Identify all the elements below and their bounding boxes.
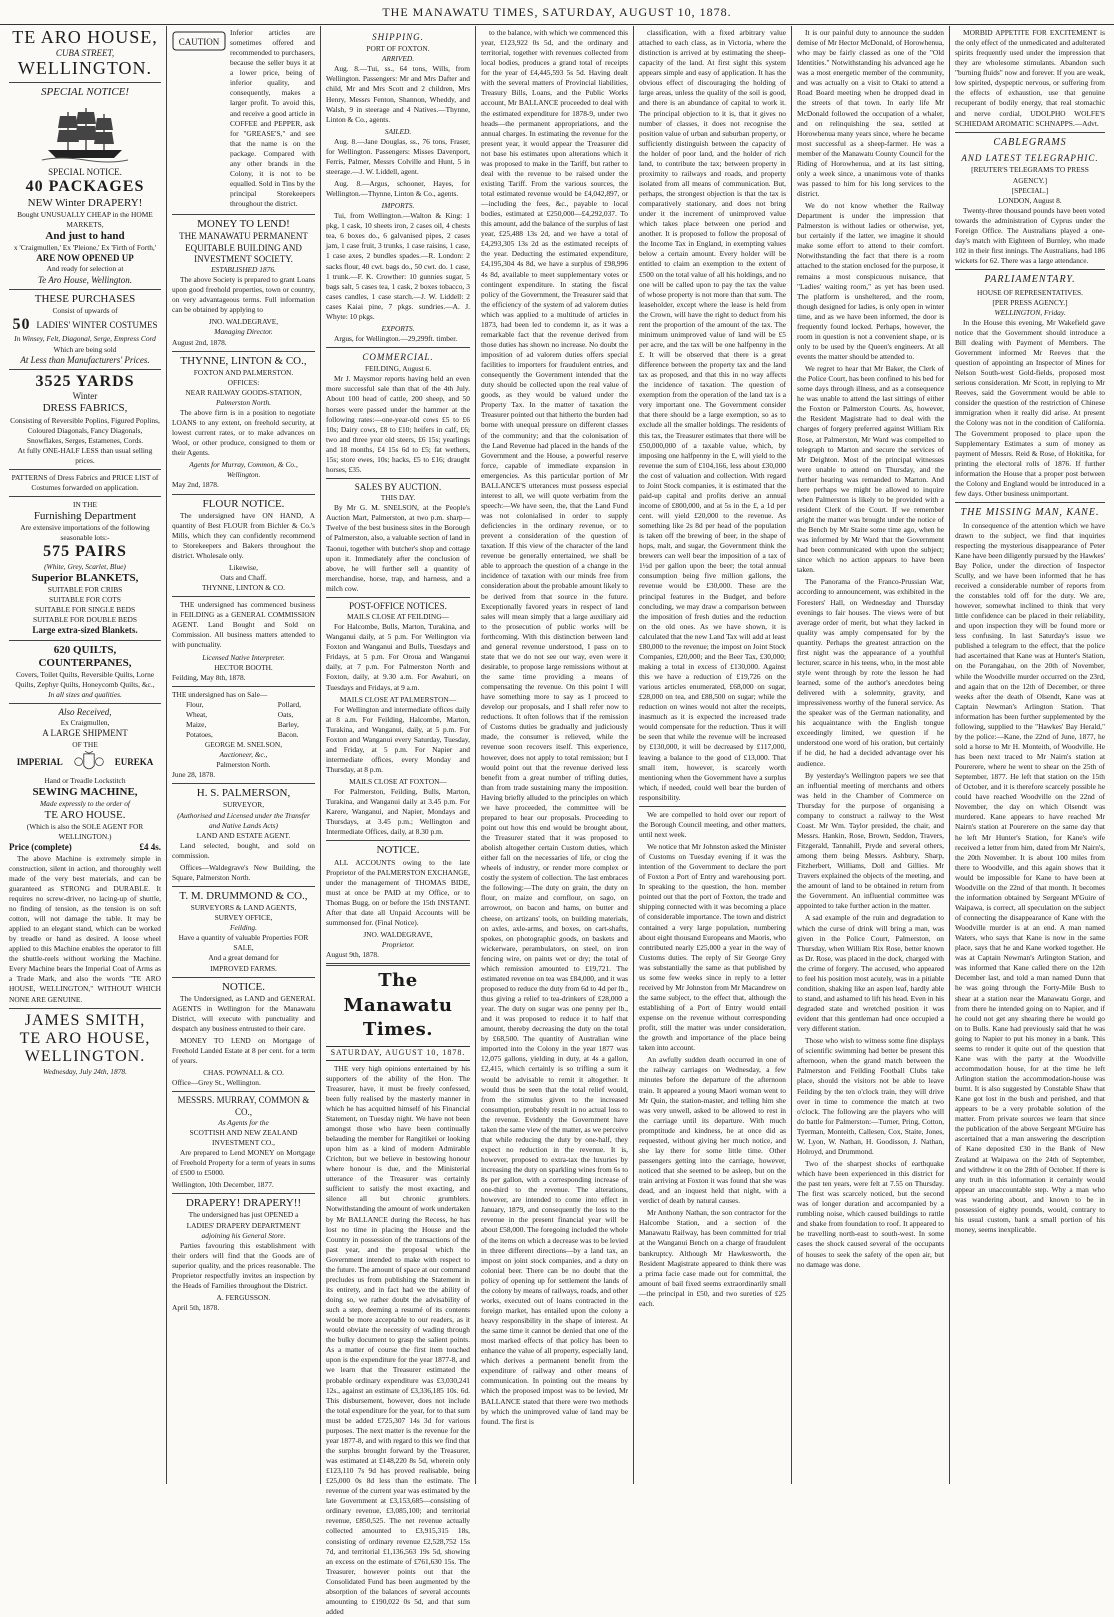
latest-telegraphic-heading: AND LATEST TELEGRAPHIC. (961, 153, 1099, 164)
consist-line: Consist of upwards of (52, 305, 118, 315)
page-masthead: THE MANAWATU TIMES, SATURDAY, AUGUST 10, 1878. (0, 0, 1114, 25)
column-shipping (321, 26, 476, 1616)
ferguson-name: A. FERGUSSON. (216, 1292, 271, 1302)
furnishing-department: Furnishing Department (33, 510, 137, 523)
ad-date: Wednesday, July 24th, 1878. (43, 1066, 127, 1076)
thynne-text: The above firm is in a position to negotiate LOANS to any extent, on freehold security, at lowest current rates, or to make advances on Wool, or other produce, consigned to them or their Agents. (172, 408, 315, 458)
blankets-title: Superior BLANKETS, (31, 571, 139, 584)
feilding-label: Feilding. (230, 923, 257, 933)
new-winter-drapery: NEW Winter DRAPERY! (27, 196, 143, 209)
authorised-line: (Authorised and Licensed under the Transfer and Native Lands Acts) (177, 810, 310, 830)
cablegrams-heading: CABLEGRAMS (993, 136, 1067, 148)
port-heading: PORT OF FOXTON. (366, 44, 430, 54)
columns (4, 26, 1110, 1616)
sole-agent: (Which is also the SOLE AGENT FOR WELLINGTON.) (26, 822, 144, 842)
ex-craigmullen: Ex Craigmullen, (60, 718, 110, 728)
established: ESTABLISHED 1876. (211, 265, 276, 275)
society-name: THE MANAWATU PERMANENT EQUITABLE BUILDING AND INVESTMENT SOCIETY. (179, 231, 308, 264)
of-the: OF THE (72, 739, 98, 749)
imports-text: Tui, from Wellington.—Walton & King: 1 pkg, 1 cask, 10 sheets iron, 2 cases oil, 4 chests tea, 6 boxes do., 6 galvanised pipes, 2 cases jam, 1 case fruit, 3 trunks, 1 case raisins, 1 case, 1 case axes, 2 bundles spades.—R. London: 2 sacks flour, 40 cwt. bags do., 50 cwt. do. 1 case, 1 trunk.—F. K. Crowther: 10 gunnies sugar, 5 bags salt, 5 cases tea, 1 cask, 2 boxes tobacco, 3 cases candles, 1 case starch.—J. W. Liddell: 2 cases Kaiai pine, 7 pkgs. sundries.—A. J. Whyte: 10 pkgs. (326, 211, 470, 321)
now-opened: ARE NOW OPENED UP (36, 253, 134, 264)
also-received: Also Received, (58, 707, 112, 718)
oats-chaff: Oats and Chaff. (220, 573, 267, 583)
missing-man-heading: THE MISSING MAN, KANE. (960, 506, 1100, 518)
te-aro-street: CUBA STREET, (55, 47, 115, 58)
pairs-colours: (White, Grey, Scarlet, Blue) (44, 561, 126, 571)
drapery-text: Parties favouring this establishment with their orders will find that the Goods are of superior quality, and the prices reasonable. The Proprietor respectfully invites an inspection by the Heads of Families throughout the District. (172, 1240, 315, 1290)
column-local-news-2 (792, 26, 950, 1484)
earthquake-text: Two of the sharpest shocks of earthquake which have been experienced in this district for the past ten years, were felt at 7.55 on Thursday. The first was scarcely noticed, but the second was of longer duration and accompanied by a rumbling noise, which caused buildings to rattle and shake from foundation to roof. It appeared to be travelling north-east to south-west. In some cases the shock caused several of the occupants of houses to seek the safety of the open air, but no damage was done. (797, 1158, 944, 1269)
mails-feilding-heading: MAILS CLOSE AT FEILDING— (347, 612, 449, 622)
packages-count: 40 PACKAGES (25, 178, 145, 196)
snelson-place: Palmerston North. (216, 760, 271, 770)
list-item: Maize, (186, 719, 207, 729)
editorial-text: to the balance, with which we commenced this year, £123,922 0s 5d, and the ordinary and territorial, together with revenues collected from local bodies, produces a grand total of receipts for the year of £4,445,593 5s 5d. Having dealt with the several matters of Provincial liabilities, Treasury Bills, Loans, and the Public Works account, Mr BALLANCE proceeded to deal with the estimated expenditure for 1878-9, under two heads—the permanent appropriations, and the annual charges. In estimating the revenue for the present year, it would appear the Treasurer did not base his estimates upon alterations which it was proposed to make in the Tariff, but rather to deal with the revenue to be raised under the existing Tariff. From the various sources, the total estimated revenue would be £4,042,897, or—including the fees, &c., payable to local bodies, estimated at £250,000—£4,292,037. To this amount, add the balance of the surplus of last year, £25,488 13s 2d, and we have a total of £4,293,305 13s 2d as the estimated receipts of the year. Deducting the estimated expenditure, £4,195,304 4s 8d, we have a surplus of £98,996 4s 8d, available to meet supplementary votes or contingent expenditure. In stating the fiscal policy of the Government, the Treasurer said that the efficiency of the system of ad valorem duties which was applied to a multitude of articles in 1873, had been led to condemn it, as it was a remarkable fact that the revenue derived from those duties has shown no increase. No doubt the imposition of ad valorem duties offers special facilities to importers for fraudulent entries, and consequently the Government intended that the duty should be collected upon the real value of goods, as they would be valued under the Property Tax. In the matter of taxation the Treasurer pointed out that hitherto the burden had borne with unequal pressure on different classes of the community; and that the colonisation of the Land Revenue had placed in the hands of the Government and the House, a powerful reserve force, capable of immediate expansion in emergencies. As this particular portion of Mr BALLANCE'S utterances must possess especial interest to all, we will quote verbatim from the speech:—We have seen, the, that the Land Fund was not colonialised in order to supply deficiencies in the ordinary revenue, or to prevent a consideration of the question of taxation. If this view of the character of the land revenue be generally entertained, we shall be able to approach the question of a change in the incidence of taxation with our minds free from consideration about the probable amount likely to be derived from that source in the future. Exceptionally favored years in respect of land sales will mean simply that a large auxiliary aid to the prosecution of public works will be forthcoming. With this distinction between land and general revenue understood, I pass on to state that we do not see our way, even were it desirable, to propose large remissions without at the same time providing a means of compensating the revenue. On this point I will have something more to say as I proceed to develop our proposals, and I shall refer now to reductions. It often follows that if the remission of Customs duties be gradually and judiciously made, the consumer is relieved, while the revenue soon recovers itself. This experience, however, does not apply to total remission; but I would point out that the revenue derived less benefit from a great number of trifling duties, than from trade sustaining many the imposition. Having briefly alluded to the principles on which we have proceeded, the committee will be prepared to hear our proposals. Proceeding to point out how this end would be brought about, the Treasurer stated that it was proposed to abolish altogether certain Custom duties, which either fall on the necessaries of life, or clog the wheels of industry, or render more complex or costly the system of collection. The last embraces the following:—The duty on grain, the duty on flour, on maize and cornflour, on sago, on arrowroot, on bacon and hams, on butter and cheese, on artizans' tools, on building materials, on axles, axle-arms, and boxes, on cart-shafts, spokes, on photographic goods, on baskets and wickerware, perambulators, on steel, on iron fencing wire, on paints wet or dry; the total of which remission amounted to £19,721. The estimated revenue on tea was £84,000, and it was proposed to reduce the duty from 6d to 4d per lb., thus giving a relief to tea-drinkers of £28,000 a year. The duty on sugar was one penny per lb., and it was proposed to reduce it to half that amount, thereby decreasing the duty on the total by £68,500. The quantity of Australian wine imported into the Colony in the year 1877 was 12,075 gallons, yielding in duty, at 4s a gallon, £2,415, which certainly is so trifling a sum it would be advisable to remit it altogether. It would thus be seen that the total relief would, from the stimulus given to the increased consumption, probably result in no actual loss to the revenue. Evidently the Government have taken the same view of the matter, as we perceive that while reducing the duty by one-half, they expect no reduction in the revenue. It is, however, proposed to extra-tax the luxuries by increasing the duty on sparkling wines from 6s to 8s per gallon, with a corresponding increase of one-third to the revenue. The alterations, however, are intended to come into effect in January, 1879, and consequently the loss to the revenue in the present financial year will be about £58,000. The foregoing included the whole of the items on which a decrease was to be levied in three different directions—by a land tax, an impost on joint stock companies, and a duty on colonial beer. There can be no doubt that the policy of opening up for settlement the lands of the colony by means of railways, roads, and other works, executed out of loans contracted in the foreign market, has entailed upon the colony a heavy responsibility in the shape of interest. At the same time it cannot be denied that one of the most marked effects of that policy has been to enhance the value of all property, especially land, which derives a permanent benefit from the expenditure of railway and other means of communication. In pointing out the means by which the proposed impost was to be levied, Mr BALLANCE stated that there were two methods by which the unimproved value of land may be found. The first is (481, 28, 628, 1426)
mails-palmerston-text: For Wellington and intermediate offices daily at 8 a.m. For Feilding, Halcombe, Marton, Turakina, and Wanganui, daily, at 5 p.m. For Foxton and Wanganui every Saturday, Tuesday, and Friday, at 5 p.m. For Napier and intermediate offices, every Monday and Thursday, at 8 p.m. (326, 704, 470, 775)
offices-text: Offices—Waldegrave's New Building, the Square, Palmerston North. (172, 862, 315, 882)
column-editorial (476, 26, 634, 1484)
managing-director: Managing Director. (214, 327, 273, 337)
list-item: Barley, (277, 719, 299, 729)
notice-title: NOTICE. (221, 980, 266, 993)
list-item: Oats, (277, 709, 294, 719)
less-than-line: At Less than Manufacturers' Prices. (20, 354, 150, 365)
winter-line: Winter (72, 391, 98, 402)
sales-text: By Mr G. M. SNELSON, at the People's Auction Mart, Palmerston, at two p.m. sharp—Twelve of the best business sites in the Borough of Palmerston, also, a valuable section of land in Taonui, together with butcher's shop and cottage upon it. Immediately after the conclusion of above, he will further sell a quantity of merchandise, horse, trap, and harness, and a milch cow. (326, 503, 470, 593)
coat-of-arms-icon (69, 750, 109, 776)
drummond-title: T. M. DRUMMOND & CO., (179, 889, 308, 902)
furnishing-description: Are extensive importations of the following seasonable lots:- (20, 523, 150, 543)
offices-location: NEAR RAILWAY GOODS-STATION, (185, 387, 302, 397)
te-aro-location: Te Aro House, Wellington. (37, 274, 133, 285)
quilts-title: 620 QUILTS, COUNTERPANES, (38, 643, 132, 669)
pownall-name: CHAS. POWNALL & CO. (203, 1068, 284, 1078)
list-item: SUITABLE FOR CRIBS (47, 585, 123, 595)
notice-text: ALL ACCOUNTS owing to the late Proprietor of the PALMERSTON EXCHANGE, under the management of THOMAS BIDE, must at once be PAID at my Office, or to Thomas Bugg, on or before the 15th INSTANT. After that date all Unpaid Accounts will be summonsed for. (Final Notice). (326, 857, 470, 928)
sales-heading: SALES BY AUCTION. (354, 481, 442, 492)
list-item: Pollard, (277, 699, 301, 709)
waldegrave: JNO. WALDEGRAVE, (208, 317, 279, 327)
all-sizes: In all sizes and qualities. (48, 690, 122, 700)
list-item: SUITABLE FOR SINGLE BEDS (34, 605, 136, 615)
price-label: Price (complete) (9, 842, 72, 853)
list-item: Flour, (186, 699, 204, 709)
commercial-dateline: FEILDING, August 6. (364, 364, 432, 374)
waldegrave-sig: JNO. WALDEGRAVE, (363, 930, 433, 940)
port-of-entry-text: We notice that Mr Johnston asked the Minister of Customs on Tuesday evening if it was the intention of the Government to declare the port of Foxton a Port of Entry and warehousing port. In speaking to the question, the hon. member pointed out that the port of Foxton, the trade and shipping connected with it was becoming a place of considerable importance. The town and district contained a very large population, numbering about eight thousand Europeans and Maoris, who contributed nearly £25,000 a year in the way of Customs duties. The reply of Sir George Grey was substantially the same as that published by us some few weeks since in reply to a letter received by Mr Johnston from Mr Macandrew on the same subject, to the effect that, although the establishing of a Port of Entry would entail expense on the revenue without corresponding profit, still the matter was under consideration, the growth and importance of the place being taken into account. (639, 842, 787, 1053)
missing-man-text: In consequence of the attention which we have drawn to the subject, we find that inquiries respecting the mysterious disappearance of Peter Kane have been diligently pursued by the Hawkes' Bay Police, under the direction of Inspector Scully, and we have been informed that he has received a considerable number of reports from the constables told off for the duty. We are, however, somewhat inclined to think that very little confidence can be placed in their reliability, and upon inspection they will be found more or less confusing. In last Saturday's issue we published a telegram to the effect, that the police had ascertained that Kane was at Hunter's Station, on the Porangahau, on the 20th of November, while the Woodville murder occurred on the 23rd, and again that on the 12th of December, or three weeks after the death of Olsendt, Kane was at Captain Newman's Arlington Station. That information has been further supplemented by the following, supplied to the "Hawkes' Bay Herald," by the police:—Kane, the 22nd of June, 1877, he sold a horse to Mr H. Monteith, of Woodville. He has been next traced to Mr Nairn's station at Pourerere, where he went to shear on the 25th of September, 1877. He left that station on the 15th of October, and it is therefore scarcely possible he could have reached Woodville on the 22nd of November, the day on which Olsendt was murdered. Kane appears to have reached Mr Nairn's station at Pourerere on the same day that he left Mr Hunter's Station, for Kane's wife received a letter from him, dated from Mr Nairn's, the 20th November. It is about 100 miles from there to Woodville, and this again shows that it would be impossible for Kane to have been at Woodville on the 22nd of that month. It becomes the information obtained by Sergeant M'Guire of Waipawa, is correct, all speculation on the subject of connecting the disappearance of Kane with the Woodville murder is at an end. A man named Waters, who says that Kane is now in the same place, says that he and Kane worked together. He was at Captain Newman's Arlington Station, and was informed that Kane called there on the 12th December last, and told a man named Dunn that he was going through the Forty-Mile Bush to shear at a station near the Manawatu Gorge, and from there he intended going on to Napier, and if he could not get any shearing there he would go on to Bulls. Kane had previously said that he was going to Napier to put his money in a bank. This seems to render it quite out of the question that Kane was with the party at the Woodville accommodation house, for at the time he left Arlington station the accommodation-house was burnt. It is also suggested by Constable Shaw that Kane got lost in the bush and perished, and that appears to be a very probable solution of the matter. From private sources we learn that since the publication of the above Sergeant M'Guire has ascertained that a man answering the description of Kane deposited £30 in the Bank of New Zealand at Waipawa on the 24th of September, and withdrew it on the 28th of October. If there is any truth in this information it certainly would appear an unaccountable step. Why a man who was wandering about, and known to be in possession of eighty pounds, would, contrary to his usual custom, bank a small portion of his money, seems inexplicable. (955, 520, 1105, 1234)
proprietor-label: Proprietor. (381, 940, 415, 950)
drapery-title: DRAPERY! DRAPERY!! (185, 1197, 302, 1210)
parliamentary-heading: PARLIAMENTARY. (984, 274, 1076, 286)
money-to-lend-title: MONEY TO LEND! (197, 218, 290, 231)
large-blankets: Large extra-sized Blankets. (32, 625, 138, 636)
sewing-machine-title: SEWING MACHINE, (32, 785, 138, 798)
list-item: Bacon. (277, 729, 299, 739)
society-text: The above Society is prepared to grant Loans upon good freehold properties, town or country, on very advantageous terms. Full information can be obtained by applying to (172, 275, 315, 315)
lead-editorial: THE very high opinions entertained by his supporters of the ability of the Hon. The Treasurer, have, it must be freely confessed, been fully realised by the masterly manner in which he has acquitted himself of his Financial Statement, on Tuesday night. We have not been amongst those who have been continually belauding the member for Rangitikei or looking upon him as a kind of modern Admirable Crichton, but we believe in bestowing honour where honour is due, and the Ministerial utterance of the Treasurer was certainly sufficient to satisfy the most exacting, and silence all but chronic grumblers. Notwithstanding the amount of work undertaken by Mr BALLANCE during the Recess, he has lost no time in placing the House and the Country in possession of the transactions of the past year, and the proposal which the Government intended to make with respect to the future. The amount of space at our command precludes us from publishing the Statement in its entirety, and in fact had we the ability of doing so, we rather doubt the advisability of such a step, deeming a resumé of its contents would be more acceptable to our readers, as it would obviate the necessity of wading through the bulky document to grasp the salient points. As a matter of course the first item touched upon is the expenditure for the year 1877-8, and we learn that the Treasurer estimated the probable ordinary expenditure was £3,030,241 12s., against an estimate of £3,336,185 10s. 6d. This disbursement, however, does not include the total expenditure for the year, for to that sum must be added £725,307 14s 3d for various purposes. The next matter is the revenue for the year 1877-8, and with regard to this we find that the surplus brought forward by the Treasurer, was estimated at £148,220 8s 5d, wherein only £123,110 7s 9d has proved realisable, being £25,000 0s 8d less than the estimate. The revenue of the current year was estimated by the late Government at £3,153,685—consisting of ordinary revenue, £3,085,100; and territorial revenue, £850,525. The net revenue actually collected amounted to £3,915,315 18s, consisting of ordinary revenue £2,528,752 15s 7d, and territorial £1,136,563 19s 5d, showing an excess on the estimate of £761,630 15s. The Treasurer, however points out that the Consolidated Fund has been augmented by the absorption of the balances of several accounts amounting to £190,022 0s 5d, and that sum added (326, 1063, 470, 1616)
exports-heading: EXPORTS. (381, 323, 415, 333)
survey-office: SURVEY OFFICE, (214, 913, 273, 923)
sudden-death-text: An awfully sudden death occurred in one of the railway carriages on Wednesday, a few minutes before the departure of the afternoon train. It appeared a young Maori woman went to Mr Quin, the station-master, and telling him she was very unwell, asked to be allowed to rest in the carriage until its departure. With much promptitude and kindness, he at once did as requested, without giving her much notice, and she lay there for some little time. Other passengers getting into the carriage, however, noticed that she seemed to be asleep, but on the train arriving at Foxton it was found that she was dead, and an inquest held that night, with a verdict of death by natural causes. (639, 1055, 786, 1206)
eureka-label: EUREKA (114, 757, 154, 768)
price-value: £4 4s. (139, 842, 161, 853)
commercial-text: Mr J. Maysmor reports having held an even more successful sale than that of the 4th July. About 100 head of cattle, 200 sheep, and 50 horses were passed under the hammer at the following rates:—one-year-old cows £5 to £6 10s; Dairy cows, £8 to £10; heifers in calf, £6; two and three year old steers, £6 15s; yearlings and 18 months, £4 15s 6d to £5; fat wethers, 15s; store ewes, 10s; hacks, £5 to £16; draught horses, £35. (326, 374, 470, 474)
large-shipment: A LARGE SHIPMENT (42, 728, 128, 739)
panorama-text: The Panorama of the Franco-Prussian War, according to announcement, was exhibited in the Foresters' Hall, on Wednesday and Thursday evenings to fair houses. The views were of but average order of merit, but what they lacked in quality was amply compensated for by the quantity. Perhaps the greatest attraction on the first night was the appearance of a youthful lecturer, scarce in his teens, who, in the most able style went through by rote the lesson he had learned, some of the author's anecdotes being delivered with a solemnity, gravity, and impressiveness worthy of the funeral service. As the speaker was of the German nationality, and his acquaintance with the English tongue exceedingly limited, we question if he understood one word of his oration, but certainly if he did, he had a decided advantage over his audience. (797, 577, 944, 768)
this-day: THIS DAY. (380, 493, 416, 503)
blanket-sizes-list (9, 585, 161, 625)
offices-label: OFFICES: (227, 377, 260, 387)
date-3: Feilding, May 8th, 1878. (172, 672, 246, 682)
yards-count: 3525 YARDS (35, 372, 135, 390)
lockstitch-line: Hand or Treadle Lockstitch (44, 775, 126, 785)
press-agency-line: [PER PRESS AGENCY.] (992, 297, 1068, 307)
west-coast-railway-text: By yesterday's Wellington papers we see that an influential meeting of merchants and others was held in the Chamber of Commerce on Thursday for the purpose of organising a company to construct a railway to the West Coast. Mr Wm. Taylor presided, the chair, and Messrs. Hankin, Rose, Brown, Seddon, Travers, Fitzgerald, Tannahill, Pryde and several others, among them being Messrs. Ashbury, Sharp, Fitzherbert, Williams, Doll and Gillies. Mr Travers explained the objects of the meeting, and the amount of land to be obtained in return from the Government. An influential committee was appointed to take further action in the matter. (797, 770, 944, 911)
costumes-count: 50 (12, 316, 31, 334)
caution-banner-icon (172, 28, 226, 58)
mails-palmerston-heading: MAILS CLOSE AT PALMERSTON— (339, 694, 457, 704)
imperial-label: IMPERIAL (16, 757, 63, 768)
notice-date: August 9th, 1878. (326, 950, 379, 960)
ships-list: x 'Craigmullen,' Ex 'Pleione,' Ex 'Firth of Forth,' (13, 243, 157, 253)
caution-text: Inferior articles are sometimes offered and recommended to purchasers, because the seller buys it at a lower price, being of inferior quality, and consequently, makes a larger profit. To avoid this, and receive a good article in COFFEE and PEPPER, ask for "GREASE'S," and see that the name is on the package. Compared with any other brands in the Colony, it is not to be equalled. Sold in Tins by the principal Storekeepers throughout the district. (230, 28, 315, 209)
special-notice: SPECIAL NOTICE! (40, 85, 130, 98)
mcdonald-obituary: It is our painful duty to announce the sudden demise of Mr Hector McDonald, of Horowhenua, who may be fairly classed as one of the "Old Identities." Notwithstanding his advanced age he was a most energetic member of the community, and was actually on a visit to Otaki to attend a Road Board meeting when he dropped dead in the streets of that town. In early life Mr McDonald followed the occupation of a whaler, and on relinquishing the sea, settled at Horowhenua many years since, where he became most successful as a sheep-farmer. He was a member of the Manawatu County Council for the Riding of Horowhenua, and at its last sitting, only a week since, a unanimous vote of thanks was passed to him for his long services to the district. (797, 28, 944, 198)
column-local-news (634, 26, 792, 1484)
date-5: Wellington, 10th December, 1877. (172, 1180, 274, 1190)
paper-title: The Manawatu Times. (343, 970, 453, 1041)
murray-text: Are prepared to Lend MONEY on Mortgage of Freehold Property for a term of years in sums of £500 to £5000. (172, 1148, 315, 1178)
post-office-heading: POST-OFFICE NOTICES. (349, 600, 447, 611)
date-2: May 2nd, 1878. (172, 480, 219, 490)
money-lend-text: MONEY TO LEND on Mortgage of Freehold Landed Estate at 8 per cent. for a term of years. (172, 1036, 315, 1066)
ship-caption: SPECIAL NOTICE. (48, 167, 122, 178)
schnapps-ad: MORBID APPETITE FOR EXCITEMENT is the only effect of the unmedicated and adulterated spirits frequently used under the impression that they are wholesome stimulants. Abandon such "burning fluids" now and forever. If you are weak, low spirited, dyspeptic nervous, or suffering from the effects of exhaustion, use that genuine recuperant of bodily energy, that real stomachic and nerve cordial, UDOLPHO WOLFE'S SCHIEDAM AROMATIC SCHNAPPS.—Advt. (955, 28, 1105, 128)
cable-text: Twenty-three thousand pounds have been voted towards the administration of Cyprus under the Foreign Office. The Australians played a one-day's match with Eighteen of Burnley, who made 102 in their first innings. The Australians, had 186 wickets for 62. There was a large attendance. (955, 205, 1105, 266)
drummond-subtitle: SURVEYORS & LAND AGENTS, (190, 903, 297, 913)
date-1: August 2nd, 1878. (172, 337, 227, 347)
list-item: SUITABLE FOR DOUBLE BEDS (33, 615, 137, 625)
nathan-text: Mr Anthony Nathan, the son contractor for the Halcombe Station, and a section of the Manawatu Railway, has been committed for trial at the Wanganui Bench on a charge of fraudulent bankruptcy. Although Mr Hawkesworth, the Resident Magistrate appeared to think there was a prima facie case made out for committal, the amount of bail fixed seems extraordinarily small—the principal in £50, and two sureties of £25 each. (639, 1208, 786, 1308)
london-dateline: LONDON, August 8. (998, 195, 1062, 205)
sailed-heading: SAILED. (384, 126, 412, 136)
column-te-aro-ad (4, 26, 167, 1484)
te-aro-city: WELLINGTON. (17, 58, 153, 79)
wellington-3: WELLINGTON. (24, 1048, 146, 1066)
list-item: SUITABLE FOR COTS (48, 595, 122, 605)
arrived-heading: ARRIVED. (381, 54, 415, 64)
commission-text: THE undersigned has commenced business in FEILDING as a GENERAL COMMISSION AGENT. Land Bought and Sold on Commission. All business matters attended to with punctuality. (172, 600, 315, 650)
imports-heading: IMPORTS. (381, 201, 415, 211)
te-aro-title: TE ARO HOUSE, (12, 27, 158, 47)
police-court-text: We regret to hear that Mr Baker, the Clerk of the Police Court, has been confined to his bed for some days through illness, and as a consequence he was unable to attend the last sittings of either the Foxton or Palmerston Courts. As, however, the Resident Magistrate had to deal with the charges of forgery preferred against William Rix Rose, at Palmerston, Mr Ward was compelled to telegraph to Marton and secure the services of Mr Deighton. Most of the principal witnesses were unable to attend on Thursday, and the further hearing was remanded to Marton. And here perhaps we might be allowed to inquire when Palmerston is likely to be provided with a resident Clerk of the Court. If we remember aright the matter was brought under the notice of the Bench by Mr Staite some time ago, when he was informed by Mr Ward that the Government had been communicated with upon the subject; since which no action appears to have been taken. (797, 364, 944, 575)
snelson-name: GEORGE M. SNELSON, (204, 740, 283, 749)
for-sale-line: THE undersigned has on Sale— (172, 689, 268, 699)
ladies-costumes: LADIES' WINTER COSTUMES (36, 319, 158, 330)
list-item: Potatoes, (186, 729, 213, 739)
house-heading: HOUSE OF REPRESENTATIVES. (977, 287, 1083, 297)
in-the-line: IN THE (73, 500, 97, 510)
wellington-dateline: WELLINGTON, Friday. (994, 307, 1066, 317)
mails-foxton-heading: MAILS CLOSE AT FOXTON— (349, 777, 447, 787)
patterns-line: PATTERNS of Dress Fabrics and PRICE LIST of Costumes forwarded on application. (11, 472, 159, 493)
list-item: Wheat, (186, 709, 208, 719)
murray-title: MESSRS. MURRAY, COMMON & CO., (177, 1095, 310, 1117)
offered-line: Which are being sold (53, 344, 117, 354)
murray-agents: As Agents for the (218, 1117, 269, 1127)
goods-list (172, 700, 315, 740)
paper-date: SATURDAY, AUGUST 10, 1878. (326, 1046, 470, 1061)
column-telegraphic (950, 26, 1110, 1484)
agents-line: Agents for Murray, Common, & Co., Wellington. (189, 460, 298, 480)
caution-word: CAUTION (178, 37, 220, 47)
just-to-hand: And just to hand (45, 229, 125, 242)
drummond-text: Have a quantity of valuable Properties FOR SALE, (178, 933, 309, 953)
thynne-title: THYNNE, LINTON & CO., (180, 354, 307, 367)
ladies-department: LADIES' DRAPERY DEPARTMENT (186, 1220, 301, 1230)
te-aro-house-2: TE ARO HOUSE. (44, 809, 126, 822)
made-expressly: Made expressly to the order of (40, 799, 130, 809)
improved-farms: IMPROVED FARMS. (210, 963, 277, 973)
drapery-opened: The undersigned has just OPENED a (188, 1210, 299, 1220)
offices-town: Palmerston North. (215, 397, 272, 407)
palmerson-title: H. S. PALMERSON, (196, 787, 291, 800)
scottish-company: SCOTTISH AND NEW ZEALAND INVESTMENT CO., (189, 1127, 298, 1147)
pownall-office: Office—Grey St., Wellington. (172, 1078, 261, 1088)
flour-notice-title: FLOUR NOTICE. (202, 497, 285, 510)
likewise: Likewise, (229, 563, 258, 572)
costume-fabrics: In Winsey, Felt, Diagonal, Serge, Empress Cord (14, 334, 156, 344)
ship-illustration (40, 102, 130, 164)
land-estate-agent: LAND AND ESTATE AGENT. (196, 830, 291, 840)
date-4: June 28, 1878. (172, 770, 216, 780)
railway-ladies-text: We do not know whether the Railway Department is under the impression that Palmerston is without ladies or otherwise, yet, but certainly if the latter, we imagine it should make some effort to attend to their comfort. Notwithstanding the fact that there is a room attached to the station enclosed for the purpose, it remains a most conspicuous nuisance, that "Ladies' waiting room," as yet has been used. The platform is unsheltered, and the room, though designed for ladies, is only open in winter time, and as we have been informed, the door is frequently found locked. Perhaps, however, the room in question is not a convenient shape, or is only to be used by the Queen's engineers. At all events the matter should be attended to. (797, 201, 944, 361)
held-over-note: We are compelled to hold over our report of the Borough Council meeting, and other matters, until next week. (639, 809, 786, 839)
notice-heading: NOTICE. (376, 844, 420, 857)
adjoining-store: adjoining his General Store. (201, 1230, 286, 1240)
surveyor-label: SURVEYOR, (222, 800, 265, 810)
arrived-text: Aug. 8.—Tui, ss., 64 tons, Wills, from Wellington. Passengers: Mr and Mrs Dafter and child, Mr and Mrs Scott and 2 children, Mrs Henry, Messrs Fenton, Shannon, Wheddy, and Walsh, 9 in steerage and 4 Natives.—Thynne, Linton & Co., agents. (326, 64, 470, 124)
quilts-description: Covers, Toilet Quilts, Reversible Quilts, Lorne Quilts, Zephyr Quilts, Honeycomb Quilts, &c., (15, 669, 155, 690)
licensed-interpreter: Licensed Native Interpreter. (202, 652, 285, 662)
land-tax-text: classification, with a fixed arbitrary value attached to each class, as in Victoria, where the distinction is arrived at by estimating the sheep-capacity of the land. At first sight this system appears simple and easy of application. It has the obvious effect of discouraging the holding of large areas, unless the quality of the soil is good, and there is an abundance of capital to work it. The principal objection to it is, that it gives no number of classes, it does not recognise the position value of urban and suburban property, or sufficiently distinguish between the capacity of the holder of poor land, and the holder of rich land, to contribute the tax; between property in proximity to railways and roads, and property isolated from all means of communication. But, perhaps, the strongest objection is that the tax is comparatively stationary, and does not bring under it the increment of unimproved value which takes place between one period and another. It is proposed to follow the proposal of the Income Tax in England, in exempting values below a certain amount. Every holder will be entitled to claim an exemption to the extent of £500 on the total value of all his holdings, and no one will be called upon to pay the tax the value of whose property is not more than that sum. The leaseholder, except where the lease is held from the Crown, will have the right to deduct from his rent the proportion of the amount of the tax. The minimum unimproved value of land will be £5 per acre, and the tax will be one halfpenny in the £. It will be observed that there is a great difference between the property tax and the land tax as proposed, and that this in no way affects the incidence of taxation. The question of exemption from the operation of the land tax is a very important one. The Government consider that there should be a large exemption, so as to exclude all the smaller holdings. The residents of this tax, the Treasurer estimates that there will be £50,000,000 of a taxable value, which, by imposing one halfpenny in the £, will yield to the revenue the sum of £104,166, less about £30,000 the cost of valuation and collection. With regard to Joint Stock companies, it is estimated that the paid-up capital and profits derive an annual income of £800,000, and at 5s in the £, a 1d per cent. will yield £20,000 to the revenue. As something like 2s 8d per head of the population is taken off the brewing of beer, in the shape of hops, malt, and sugar, the Government think the brewers can well bear the imposition of a tax of 1½d per gallon upon the beer; the total annual consumption being five million gallons, the revenue would be £30,000. These are the principal features in the Budget, and before concluding, we may draw a comparison between the imposition of fresh duties and the reduction on the old ones. As we have shown, it is calculated that the new Land Tax will add at least £80,000 to the revenue; the impost on Joint Stock Companies, £20,000; and the Beer Tax, £30,000; making a total in excess of £130,000. Against this we have a reduction of £19,726 on the various articles enumerated, £68,000 on sugar, £28,000 on tea, and £88,500 on sugar; while the reduction on wines would not alter the receipts, inasmuch as it is expected the increased trade would compensate for the reduction. Thus it will be seen that while the revenue will be increased by £130,000, it will be decreased by £117,000, leaving a balance to the good of £13,000. That small item, however, is scarcely worth mentioning when the Government have a surplus which, if needed, could well bear the burden of responsibility. (639, 28, 786, 802)
te-aro-house-3: TE ARO HOUSE, (19, 1029, 151, 1047)
hector-booth: HECTOR BOOTH. (214, 662, 273, 672)
one-half-line: At fully ONE-HALF LESS than usual selling prices. (17, 445, 153, 465)
pairs-count: 575 PAIRS (43, 543, 127, 561)
sailed-text: Aug. 8.—Jane Douglas, ss., 76 tons, Fraser, for Wellington. Passengers: Misses Davenport, Ferris, Palmer, Messrs Colville and Hunt, 5 in steerage.—J. W. Liddell, agent. (326, 136, 470, 176)
notice-text: The Undersigned, as LAND and GENERAL AGENTS in Wellington for the Manawatu District, will execute with punctuality and despatch any business entrusted to their care. (172, 993, 315, 1033)
james-smith: JAMES SMITH, (24, 1011, 146, 1029)
bought-line: Bought UNUSUALLY CHEAP in the HOME MARKETS, (17, 209, 153, 229)
shipping-heading: SHIPPING. (372, 32, 424, 42)
ready-line: And ready for selection at (46, 264, 124, 274)
thynne-place: FOXTON AND PALMERSTON. (193, 367, 294, 377)
dress-fabrics: DRESS FABRICS, (42, 402, 128, 415)
exports-text: Argus, for Wellington.—29,299ft. timber. (334, 333, 458, 343)
parliament-text: In the House this evening, Mr Wakefield gave notice that the Government should introduce a Bill dealing with Payment of Members. The Government informed Mr Reeves that the question of appointing an Inspector of Mines for Nelson South-west Gold-fields, proposed most serious consideration. Mr Scott, in replying to Mr Reeves, said the Government would be able to consider the question of the restriction of Chinese immigration when it really did arise. At present the Colony was not in the condition of California. The Government proposed to place upon the Supplementary Estimates a sum of money as payment of Messrs. Reid & Rose, of Hokitika, for printing the electoral rolls of 1876. If further information the House that a proper post between the Colony and England would be introduced in a few days. Other business unimportant. (955, 317, 1105, 498)
machine-description: The above Machine is extremely simple in construction, silent in action, and thoroughly well made of the very best materials, and can be guaranteed as STRONG and DURABLE. It requires no screw-driver, no lacing-up of shuttle, no finding of tension, as the tension is on soft cotton, will not damage the table. It may be applied to an elegant stand, which can be worked by treadle or hand as desired. A loose wheel applied to this Machine enables the operator to fill the shuttle-reels without working the Machine. Every Machine bears the Imperial Coat of Arms as a Trade Mark, and also the words "TE ARO HOUSE, WELLINGTON," WITHOUT WHICH NONE ARE GENUINE. (9, 853, 161, 1004)
thynne-signature: THYNNE, LINTON & CO. (201, 583, 285, 593)
grant-line: And a great demand for (208, 953, 279, 963)
football-text: Those who wish to witness some fine displays of scientific swimming had better be present this afternoon, when the grand match between the Palmerston and Feilding Football Clubs take place, should the visitors not be able to leave Feilding by the ten o'clock train, they will drive over in time to commence the match at two o'clock. The following are the players who will do battle for Palmerston:—Turner, Pring, Cotton, Tyerman, Monteith, Callesen, Cox, Staite, Jones, W. Lyon, W. Nathan, H. Goodisson, J. Nathan, Holroyd, and Drummond. (797, 1036, 944, 1156)
sailed-text-2: Aug. 8.—Argus, schooner, Hayes, for Wellington.—Thynne, Linton & Co., agents. (326, 179, 470, 199)
price-row (9, 842, 161, 853)
date-6: April 5th, 1878. (172, 1303, 220, 1312)
these-purchases: THESE PURCHASES (34, 292, 136, 305)
column-notices (167, 26, 321, 1484)
snelson-title: Auctioneer, &c., (219, 750, 268, 760)
flour-text: The undersigned have ON HAND, A quantity of Best FLOUR from Bichler & Co.'s Mills, which they can confidently recommend to Storekeepers and Bakers throughout the district. Wholesale only. (172, 510, 315, 560)
rose-forgery-text: A sad example of the ruin and degradation to which the curse of drink will bring a man, was given in the Police Court, Palmerston, on Thursday, when William Rix Rose, better known as Dr. Rose, was placed in the dock, charged with the crime of forgery. The accused, who appeared to feel his position most acutely, was in a pitiable condition, shaking like an aspen leaf, hardly able to stand, and ashamed to lift his head. Even in his degraded state and wretched position it was evident that this gentleman had once occupied a very different station. (797, 913, 944, 1034)
land-text: Land selected, bought, and sold on commission. (172, 840, 315, 860)
dress-description: Consisting of Reversible Poplins, Figured Poplins, Coloured Diagonals, Fancy Diagonals, Snowflakes, Serges, Estamenes, Cords. (10, 415, 160, 445)
special-line: [SPECIAL.] (1011, 185, 1049, 195)
mails-feilding-text: For Halcombe, Bulls, Marton, Turakina, and Wanganui daily, at 5 p.m. For Wellington via Foxton and Wanganui and Bulls, Tuesdays and Fridays, at 5 p.m. For Oroua and Wanganui daily, at 7 p.m. For Palmerston North and Foxton, daily, at 9.30 a.m. For Awahuri, on Tuesdays and Fridays, at 9 a.m. (326, 622, 470, 692)
caution-ad (172, 28, 315, 211)
mails-foxton-text: For Palmerston, Feilding, Bulls, Marton, Turakina, and Wanganui daily at 3.45 p.m. For Karere, Wanganui, and Napier, Mondays and Thursdays, at 3.45 p.m.; Wellington and Intermediate Offices, daily, at 8.30 p.m. (326, 787, 470, 837)
reuter-line: [REUTER'S TELEGRAMS TO PRESS AGENCY.] (971, 165, 1089, 185)
commercial-heading: COMMERCIAL. (362, 352, 434, 363)
